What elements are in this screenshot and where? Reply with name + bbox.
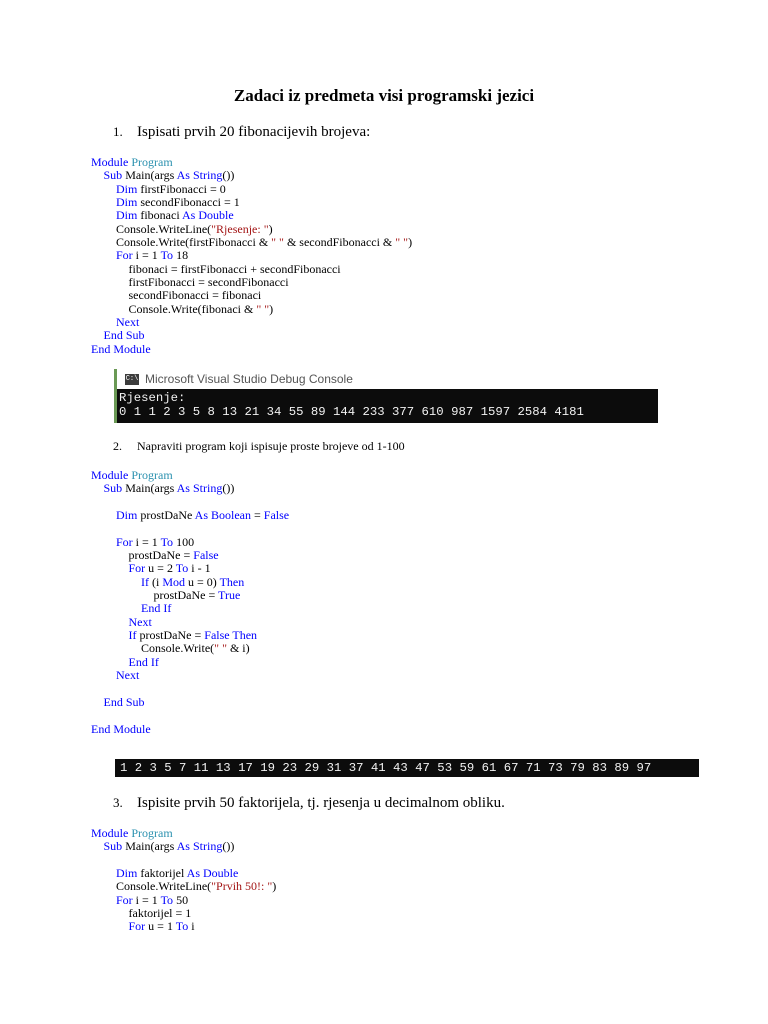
- code-line: [91, 276, 412, 289]
- code-token: 100: [176, 534, 195, 549]
- code-line: [91, 907, 276, 920]
- code-line: [91, 656, 289, 669]
- code-line: [91, 236, 412, 249]
- code-token: i = 1: [135, 892, 161, 907]
- code-line: [91, 840, 276, 853]
- code-line: [91, 496, 289, 509]
- document-title: Zadaci iz predmeta visi programski jezici: [233, 86, 535, 105]
- code-token: i - 1: [191, 561, 211, 576]
- keyword-token: Next: [116, 315, 140, 330]
- code-block-fibonacci: [91, 156, 412, 356]
- keyword-token: For: [116, 892, 136, 907]
- code-line: [91, 920, 276, 933]
- code-token: & secondFibonacci &: [283, 235, 396, 250]
- string-token: "Prvih 50!: ": [211, 879, 273, 894]
- keyword-token: False: [263, 508, 290, 523]
- task-number: 3.: [113, 795, 123, 810]
- code-line: [91, 562, 289, 575]
- keyword-token: If: [128, 628, 140, 643]
- code-line: [91, 723, 289, 736]
- keyword-token: To: [175, 919, 192, 934]
- code-token: Console.WriteLine(: [116, 221, 212, 236]
- code-token: fibonaci = firstFibonacci + secondFibonacci: [128, 261, 341, 276]
- keyword-token: False: [193, 548, 219, 563]
- string-token: " ": [256, 301, 270, 316]
- keyword-token: Dim: [116, 181, 141, 196]
- code-token: u = 0): [188, 574, 220, 589]
- code-token: prostDaNe =: [153, 588, 219, 603]
- code-token: secondFibonacci = fibonaci: [128, 288, 262, 303]
- keyword-token: As String: [176, 839, 223, 854]
- code-block-factorials: [91, 827, 276, 934]
- keyword-token: If: [141, 574, 152, 589]
- task-text: Ispisati prvih 20 fibonacijevih brojeva:: [137, 124, 371, 140]
- code-token: ): [408, 235, 413, 250]
- code-line: [91, 589, 289, 602]
- console-title: Microsoft Visual Studio Debug Console: [145, 372, 353, 386]
- code-token: ): [269, 301, 274, 316]
- console-line-1: Rjesenje:: [119, 391, 186, 405]
- code-line: [91, 576, 289, 589]
- code-line: [91, 894, 276, 907]
- code-line: [91, 616, 289, 629]
- keyword-token: As String: [176, 481, 223, 496]
- keyword-token: Next: [116, 668, 140, 683]
- code-token: faktorijel: [140, 866, 187, 881]
- code-token: u = 2: [148, 561, 176, 576]
- keyword-token: For: [128, 919, 149, 934]
- code-line: [91, 183, 412, 196]
- task-number: 2.: [113, 439, 122, 453]
- keyword-token: End Sub: [103, 694, 145, 709]
- keyword-token: End Module: [91, 721, 151, 736]
- code-token: Main(args: [125, 839, 177, 854]
- type-token: Program: [131, 155, 173, 169]
- code-line: [91, 602, 289, 615]
- code-token: faktorijel = 1: [128, 906, 192, 921]
- code-line: [91, 303, 412, 316]
- console-line-2: 0 1 1 2 3 5 8 13 21 34 55 89 144 233 377 610 987 1597 2584 4181: [119, 405, 584, 419]
- code-block-primes: [91, 469, 289, 736]
- keyword-token: Dim: [116, 866, 141, 881]
- task-number: 1.: [113, 124, 123, 139]
- console-app-icon: C:\: [125, 374, 139, 383]
- code-token: & i): [226, 641, 250, 656]
- code-line: [91, 867, 276, 880]
- code-token: secondFibonacci = 1: [140, 195, 240, 210]
- code-line: [91, 549, 289, 562]
- code-line: [91, 522, 289, 535]
- keyword-token: To: [175, 561, 192, 576]
- string-token: " ": [395, 235, 409, 250]
- keyword-token: As String: [176, 168, 223, 183]
- code-token: Console.Write(fibonaci &: [128, 301, 257, 316]
- keyword-token: Dim: [116, 508, 141, 523]
- keyword-token: Module: [91, 155, 132, 169]
- task-text: Napraviti program koji ispisuje proste brojeve od 1-100: [137, 439, 405, 453]
- code-token: Main(args: [125, 481, 177, 496]
- code-token: ()): [222, 168, 235, 183]
- code-token: i = 1: [135, 534, 161, 549]
- string-token: " ": [214, 641, 227, 656]
- code-token: prostDaNe =: [139, 628, 205, 643]
- code-token: ()): [222, 481, 235, 496]
- code-token: Console.Write(firstFibonacci &: [116, 235, 272, 250]
- code-token: prostDaNe =: [128, 548, 194, 563]
- keyword-token: As Double: [186, 866, 239, 881]
- console-title-bar: [117, 369, 658, 389]
- code-line: [91, 249, 412, 262]
- keyword-token: For: [116, 248, 136, 263]
- code-token: i: [191, 919, 195, 934]
- code-line: [91, 669, 289, 682]
- code-token: ): [268, 221, 273, 236]
- keyword-token: For: [128, 561, 149, 576]
- keyword-token: Next: [128, 614, 152, 629]
- keyword-token: Mod: [162, 574, 189, 589]
- keyword-token: To: [160, 892, 177, 907]
- code-line: [91, 629, 289, 642]
- code-line: [91, 169, 412, 182]
- debug-console-window: [114, 369, 658, 423]
- code-line: [91, 827, 276, 840]
- string-token: " ": [271, 235, 284, 250]
- code-line: [91, 156, 412, 169]
- code-token: Console.WriteLine(: [116, 879, 212, 894]
- type-token: Program: [131, 826, 173, 840]
- code-token: prostDaNe: [140, 508, 195, 523]
- code-line: [91, 683, 289, 696]
- code-line: [91, 854, 276, 867]
- code-line: [91, 329, 412, 342]
- keyword-token: To: [160, 248, 177, 263]
- keyword-token: Sub: [103, 839, 126, 854]
- keyword-token: End If: [128, 654, 159, 669]
- code-token: 50: [176, 892, 189, 907]
- code-token: firstFibonacci = 0: [140, 181, 226, 196]
- code-token: fibonaci: [140, 208, 182, 223]
- code-line: [91, 482, 289, 495]
- keyword-token: False Then: [204, 628, 258, 643]
- keyword-token: As Double: [182, 208, 234, 223]
- keyword-token: Dim: [116, 195, 141, 210]
- code-line: [91, 642, 289, 655]
- keyword-token: End Module: [91, 341, 151, 356]
- keyword-token: Module: [91, 468, 132, 482]
- code-token: ): [272, 879, 277, 894]
- code-line: [91, 709, 289, 722]
- code-token: 18: [176, 248, 189, 263]
- code-line: [91, 536, 289, 549]
- code-token: Main(args: [125, 168, 177, 183]
- keyword-token: End If: [141, 601, 172, 616]
- keyword-token: As Boolean: [194, 508, 251, 523]
- code-line: [91, 223, 412, 236]
- task-1: [113, 124, 370, 141]
- task-2: [113, 439, 405, 454]
- keyword-token: Sub: [103, 481, 126, 496]
- task-3: [113, 795, 505, 812]
- code-token: firstFibonacci = secondFibonacci: [128, 275, 289, 290]
- console-output-primes: 1 2 3 5 7 11 13 17 19 23 29 31 37 41 43 47 53 59 61 67 71 73 79 83 89 97: [115, 759, 699, 777]
- code-line: [91, 263, 412, 276]
- keyword-token: Dim: [116, 208, 141, 223]
- keyword-token: True: [218, 588, 241, 603]
- code-line: [91, 509, 289, 522]
- keyword-token: Then: [219, 574, 245, 589]
- code-token: =: [251, 508, 264, 523]
- code-line: [91, 880, 276, 893]
- keyword-token: Module: [91, 826, 132, 840]
- string-token: "Rjesenje: ": [211, 221, 269, 236]
- code-token: ()): [222, 839, 235, 854]
- code-token: u = 1: [148, 919, 176, 934]
- code-line: [91, 696, 289, 709]
- keyword-token: Sub: [103, 168, 126, 183]
- code-token: i = 1: [135, 248, 161, 263]
- code-line: [91, 196, 412, 209]
- task-text: Ispisite prvih 50 faktorijela, tj. rjesenja u decimalnom obliku.: [137, 795, 505, 811]
- console-output: [117, 389, 658, 423]
- code-line: [91, 343, 412, 356]
- keyword-token: For: [116, 534, 136, 549]
- keyword-token: End Sub: [103, 328, 145, 343]
- code-token: Console.Write(: [141, 641, 215, 656]
- code-line: [91, 469, 289, 482]
- code-line: [91, 316, 412, 329]
- keyword-token: To: [160, 534, 177, 549]
- code-token: (i: [152, 574, 163, 589]
- type-token: Program: [131, 468, 173, 482]
- code-line: [91, 289, 412, 302]
- code-line: [91, 209, 412, 222]
